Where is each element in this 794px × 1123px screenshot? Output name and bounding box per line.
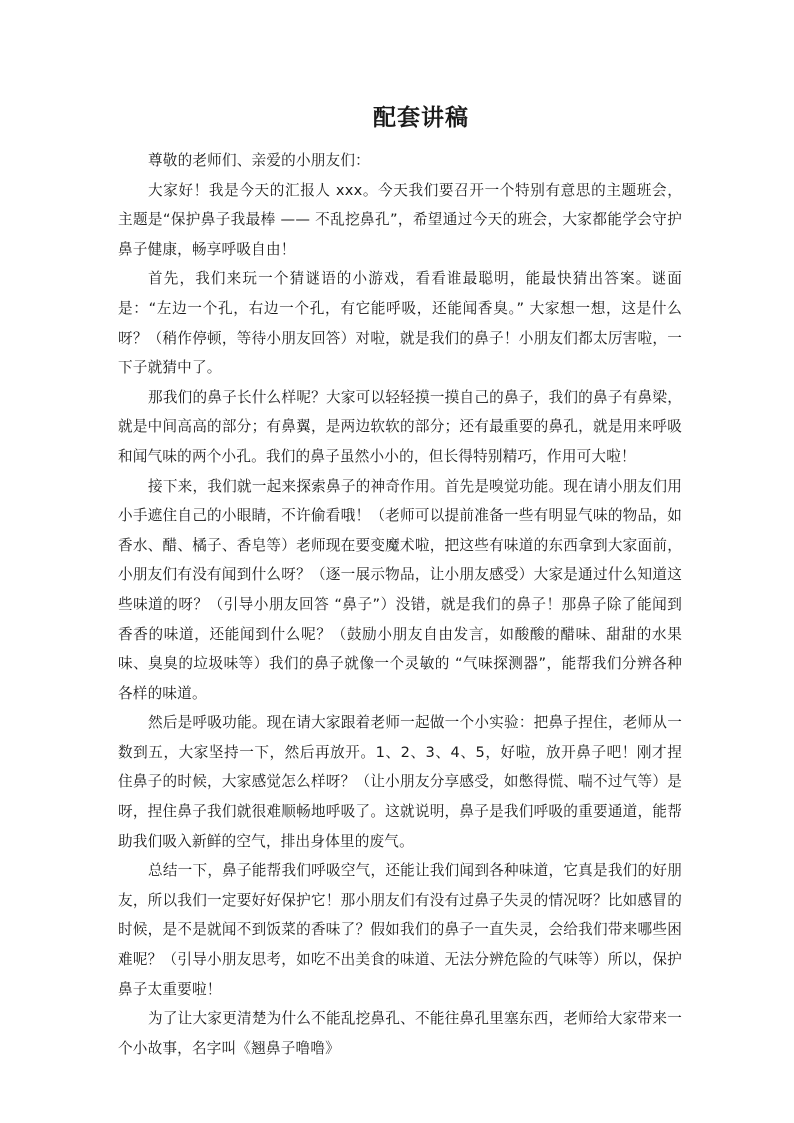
smell-function-paragraph: 接下来，我们就一起来探索鼻子的神奇作用。首先是嗅觉功能。现在请小朋友们用小手遮住自己的小眼睛，不许偷看哦！（老师可以提前准备一些有明显气味的物品，如香水、醋、橘子、香皂等）老师现在要变魔术啦，把这些有味道的东西拿到大家面前，小朋友们有没有闻到什么呀？（逐一展示物品，让小朋友感受）大家是通过什么知道这些味道的呀？（引导小朋友回答 “鼻子”）没错，就是我们的鼻子！那鼻子除了能闻到香香的味道，还能闻到什么呢？（鼓励小朋友自由发言，如酸酸的醋味、甜甜的水果味、臭臭的垃圾味等）我们的鼻子就像一个灵敏的 “气味探测器”，能帮我们分辨各种各样的味道。 [118,477,682,702]
summary-paragraph: 总结一下，鼻子能帮我们呼吸空气，还能让我们闻到各种味道，它真是我们的好朋友，所以我们一定要好好保护它！那小朋友们有没有过鼻子失灵的情况呀？比如感冒的时候，是不是就闻不到饭菜的香味了？假如我们的鼻子一直失灵，会给我们带来哪些困难呢？（引导小朋友思考，如吃不出美食的味道、无法分辨危险的气味等）所以，保护鼻子太重要啦！ [118,862,682,998]
nose-shape-paragraph: 那我们的鼻子长什么样呢？大家可以轻轻摸一摸自己的鼻子，我们的鼻子有鼻梁，就是中间高高的部分；有鼻翼，是两边软软的部分；还有最重要的鼻孔，就是用来呼吸和闻气味的两个小孔。我们的鼻子虽然小小的，但长得特别精巧，作用可大啦！ [118,388,682,465]
greeting-paragraph: 尊敬的老师们、亲爱的小朋友们： [148,152,370,169]
breathing-function-paragraph: 然后是呼吸功能。现在请大家跟着老师一起做一个小实验：把鼻子捏住，老师从一数到五，大家坚持一下，然后再放开。1、2、3、4、5，好啦，放开鼻子吧！刚才捏住鼻子的时候，大家感觉怎么样呀？（让小朋友分享感受，如憋得慌、喘不过气等）是呀，捏住鼻子我们就很难顺畅地呼吸了。这就说明，鼻子是我们呼吸的重要通道，能帮助我们吸入新鲜的空气，排出身体里的废气。 [118,714,682,850]
story-intro-paragraph: 为了让大家更清楚为什么不能乱挖鼻孔、不能往鼻孔里塞东西，老师给大家带来一个小故事，名字叫《翘鼻子噜噜》 [118,1010,682,1057]
document-page [118,100,682,1063]
intro-paragraph: 大家好！我是今天的汇报人 xxx。今天我们要召开一个特别有意思的主题班会，主题是“保护鼻子我最棒 —— 不乱挖鼻孔”，希望通过今天的班会，大家都能学会守护鼻子健康，畅享呼吸自由！ [118,181,682,258]
document-title: 配套讲稿 [373,105,469,131]
riddle-paragraph: 首先，我们来玩一个猜谜语的小游戏，看看谁最聪明，能最快猜出答案。谜面是：“左边一个孔，右边一个孔，有它能呼吸，还能闻香臭。” 大家想一想，这是什么呀？（稍作停顿，等待小朋友回答）对啦，就是我们的鼻子！小朋友们都太厉害啦，一下子就猜中了。 [118,270,682,377]
